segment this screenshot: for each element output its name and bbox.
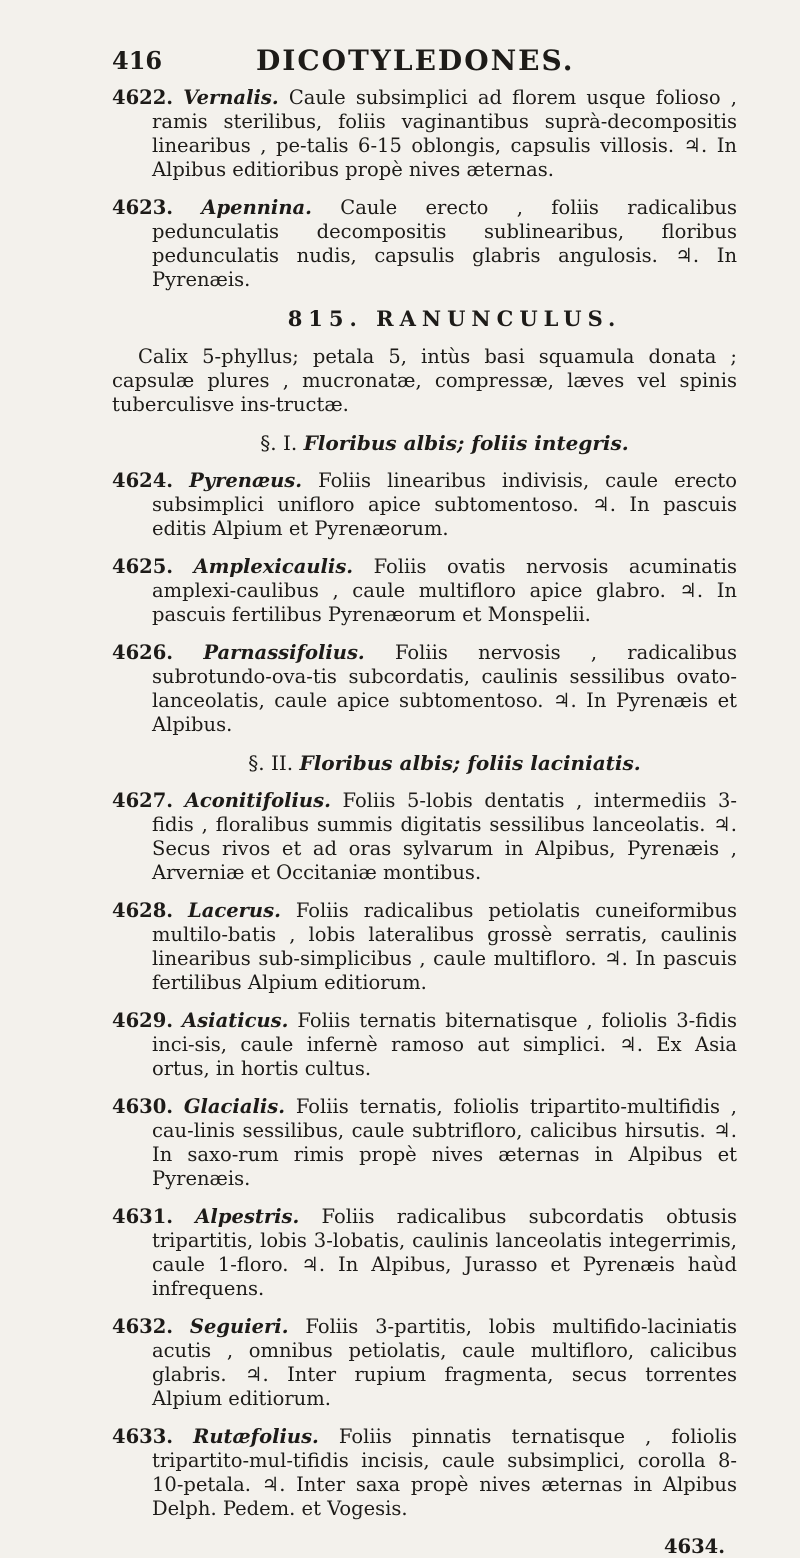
page-number: 416: [112, 46, 163, 75]
entry-group-b: [112, 469, 737, 737]
entry-number: 4630.: [112, 1095, 174, 1118]
species-name: Aconitifolius.: [184, 789, 331, 812]
entry-number: 4622.: [112, 86, 174, 109]
entry-text: Foliis ternatis, foliolis tripartito-multifidis , cau-linis sessilibus, caule subtrifloro, calicibus hirsutis. ♃. In saxo-rum rimis propè nives æternas in Alpibus et Pyrenæis.: [152, 1095, 738, 1190]
species-name: Apennina.: [201, 196, 312, 219]
section-heading-2: [112, 751, 737, 775]
entry-group-c: [112, 789, 737, 1521]
section-label: §. II.: [248, 751, 294, 775]
species-entry: [112, 196, 737, 292]
species-name: Pyrenæus.: [189, 469, 303, 492]
species-name: Glacialis.: [183, 1095, 286, 1118]
page-header: [112, 46, 730, 86]
species-name: Lacerus.: [188, 899, 281, 922]
entry-number: 4625.: [112, 555, 174, 578]
species-entry: [112, 469, 737, 541]
species-entry: [112, 1095, 737, 1191]
species-entry: [112, 899, 737, 995]
entry-number: 4632.: [112, 1315, 174, 1338]
running-title: DICOTYLEDONES.: [256, 44, 575, 77]
species-name: Amplexicaulis.: [193, 555, 354, 578]
entry-text: Foliis nervosis , radicalibus subrotundo-ova-tis subcordatis, caulinis sessilibus ovato-lanceolatis, caule apice subtomentoso. ♃. In Pyrenæis et Alpibus.: [152, 641, 738, 736]
section-heading-1: [112, 431, 737, 455]
catchword: 4634.: [663, 1535, 725, 1558]
entry-text: Foliis 5-lobis dentatis , intermediis 3-fidis , floralibus summis digitatis sessilibus lanceolatis. ♃. Secus rivos et ad oras sylvarum in Alpibus, Pyrenæis , Arverniæ et Occitaniæ montibus.: [152, 789, 737, 884]
species-entry: [112, 1009, 737, 1081]
section-text: Floribus albis; foliis integris.: [303, 431, 629, 455]
species-entry: [112, 1315, 737, 1411]
genus-name: RANUNCULUS.: [376, 306, 622, 331]
entry-text: Foliis ovatis nervosis acuminatis amplexi-caulibus , caule multifloro apice glabro. ♃. In pascuis fertilibus Pyrenæorum et Monspelii.: [152, 555, 738, 626]
species-name: Parnassifolius.: [203, 641, 365, 664]
species-name: Alpestris.: [195, 1205, 300, 1228]
species-entry: [112, 789, 737, 885]
species-name: Rutæfolius.: [193, 1425, 319, 1448]
entry-number: 4624.: [112, 469, 174, 492]
entry-text: Foliis radicalibus subcordatis obtusis tripartitis, lobis 3-lobatis, caulinis lanceolatis integerrimis, caule 1-floro. ♃. In Alpibus, Jurasso et Pyrenæis haùd infrequens.: [152, 1205, 737, 1300]
genus-description: Calix 5-phyllus; petala 5, intùs basi squamula donata ; capsulæ plures , mucronatæ, compressæ, læves vel spinis tuberculisve ins-tructæ.: [112, 345, 737, 416]
species-entry: [112, 641, 737, 737]
genus-number: 815.: [287, 306, 363, 331]
section-text: Floribus albis; foliis laciniatis.: [299, 751, 641, 775]
species-entry: [112, 1205, 737, 1301]
entry-text: Caule erecto , foliis radicalibus pedunculatis decompositis sublinearibus, floribus pedunculatis nudis, capsulis glabris angulosis. ♃. In Pyrenæis.: [152, 196, 737, 291]
species-entry: [112, 86, 737, 182]
genus-heading: [112, 306, 737, 331]
entry-text: Foliis 3-partitis, lobis multifido-laciniatis acutis , omnibus petiolatis, caule multifloro, calicibus glabris. ♃. Inter rupium fragmenta, secus torrentes Alpium editiorum.: [152, 1315, 737, 1410]
page-content: [112, 86, 737, 1558]
entry-number: 4633.: [112, 1425, 174, 1448]
entry-number: 4623.: [112, 196, 174, 219]
entry-text: Foliis pinnatis ternatisque , foliolis tripartito-mul-tifidis incisis, caule subsimplici, corolla 8-10-petala. ♃. Inter saxa propè nives æternas in Alpibus Delph. Pedem. et Vogesis.: [152, 1425, 737, 1520]
entry-number: 4627.: [112, 789, 174, 812]
entry-number: 4631.: [112, 1205, 174, 1228]
entry-group-a: [112, 86, 737, 292]
species-name: Vernalis.: [183, 86, 279, 109]
entry-text: Foliis linearibus indivisis, caule erecto subsimplici unifloro apice subtomentoso. ♃. In pascuis editis Alpium et Pyrenæorum.: [152, 469, 737, 540]
species-name: Seguieri.: [189, 1315, 289, 1338]
entry-text: Foliis ternatis biternatisque , foliolis 3-fidis inci-sis, caule infernè ramoso aut simplici. ♃. Ex Asia ortus, in hortis cultus.: [152, 1009, 737, 1080]
species-entry: [112, 1425, 737, 1521]
entry-number: 4628.: [112, 899, 174, 922]
entry-text: Caule subsimplici ad florem usque folioso , ramis sterilibus, foliis vaginantibus suprà-decompositis linearibus , pe-talis 6-15 oblongis, capsulis villosis. ♃. In Alpibus editioribus propè nives æternas.: [152, 86, 738, 181]
entry-number: 4626.: [112, 641, 174, 664]
species-entry: [112, 555, 737, 627]
entry-text: Foliis radicalibus petiolatis cuneiformibus multilo-batis , lobis lateralibus grossè serratis, caulinis linearibus sub-simplicibus , caule multifloro. ♃. In pascuis fertilibus Alpium editiorum.: [152, 899, 737, 994]
section-label: §. I.: [260, 431, 298, 455]
species-name: Asiaticus.: [182, 1009, 289, 1032]
entry-number: 4629.: [112, 1009, 174, 1032]
